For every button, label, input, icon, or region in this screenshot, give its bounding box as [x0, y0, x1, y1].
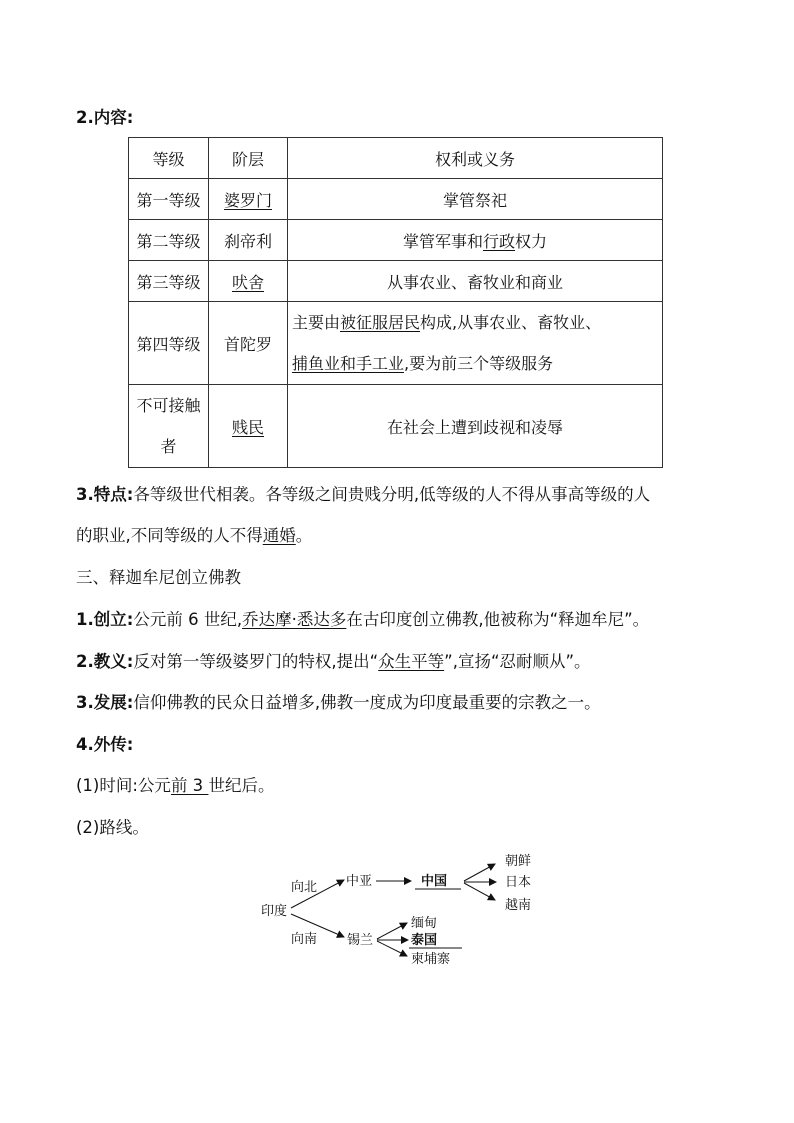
cell-duty: 从事农业、畜牧业和商业 [288, 261, 663, 302]
spread-time-line: (1)时间:公元前 3 世纪后。 [76, 776, 275, 795]
table-row [129, 302, 663, 385]
cell-duty: 在社会上遭到歧视和凌辱 [288, 385, 663, 468]
label-north: 向北 [291, 880, 318, 895]
cell-class: 刹帝利 [209, 220, 288, 261]
label-south: 向南 [291, 932, 318, 947]
node-ceylon: 锡兰 [347, 933, 374, 948]
cell-duty: 主要由被征服居民构成,从事农业、畜牧业、 捕鱼业和手工业,要为前三个等级服务 [288, 302, 663, 385]
node-vietnam: 越南 [505, 898, 532, 913]
arrow-to-burma [377, 923, 407, 939]
cell-duty: 掌管祭祀 [288, 179, 663, 220]
cell-level: 第一等级 [129, 179, 209, 220]
cell-class: 婆罗门 [209, 179, 288, 220]
spread-route-line: (2)路线。 [76, 818, 149, 837]
header-level: 等级 [129, 138, 209, 179]
caste-table [128, 137, 663, 468]
table-row [129, 385, 663, 468]
cell-class: 吠舍 [209, 261, 288, 302]
arrow-to-cambodia [377, 941, 407, 956]
arrow-to-vietnam [464, 883, 495, 900]
development-line: 3.发展:信仰佛教的民众日益增多,佛教一度成为印度最重要的宗教之一。 [76, 693, 601, 712]
section-heading-content: 2.内容: [76, 108, 134, 127]
spread-heading: 4.外传: [76, 735, 134, 754]
cell-class: 贱民 [209, 385, 288, 468]
node-central-asia: 中亚 [346, 874, 373, 889]
table-row [129, 179, 663, 220]
arrow-to-korea [464, 864, 495, 881]
doctrine-line: 2.教义:反对第一等级婆罗门的特权,提出“众生平等”,宣扬“忍耐顺从”。 [76, 652, 591, 671]
cell-level: 不可接触者 [129, 385, 209, 468]
node-china: 中国 [421, 874, 448, 889]
node-burma: 缅甸 [411, 916, 438, 931]
node-korea: 朝鲜 [505, 854, 532, 869]
node-japan: 日本 [505, 875, 532, 890]
cell-level: 第二等级 [129, 220, 209, 261]
table-row [129, 261, 663, 302]
features-line-2: 的职业,不同等级的人不得通婚。 [76, 526, 313, 545]
section-heading-buddhism: 三、释迦牟尼创立佛教 [76, 568, 241, 587]
node-thailand: 泰国 [411, 933, 438, 948]
table-row [129, 220, 663, 261]
spread-route-diagram [255, 848, 545, 973]
node-cambodia: 柬埔寨 [411, 952, 451, 967]
cell-level: 第三等级 [129, 261, 209, 302]
node-india: 印度 [261, 904, 288, 919]
cell-class: 首陀罗 [209, 302, 288, 385]
features-line-1: 3.特点:各等级世代相袭。各等级之间贵贱分明,低等级的人不得从事高等级的人 [76, 485, 651, 504]
header-class: 阶层 [209, 138, 288, 179]
cell-level: 第四等级 [129, 302, 209, 385]
cell-duty: 掌管军事和行政权力 [288, 220, 663, 261]
header-duty: 权利或义务 [288, 138, 663, 179]
founding-line: 1.创立:公元前 6 世纪,乔达摩·悉达多在古印度创立佛教,他被称为“释迦牟尼”。 [76, 610, 650, 629]
table-header-row [129, 138, 663, 179]
